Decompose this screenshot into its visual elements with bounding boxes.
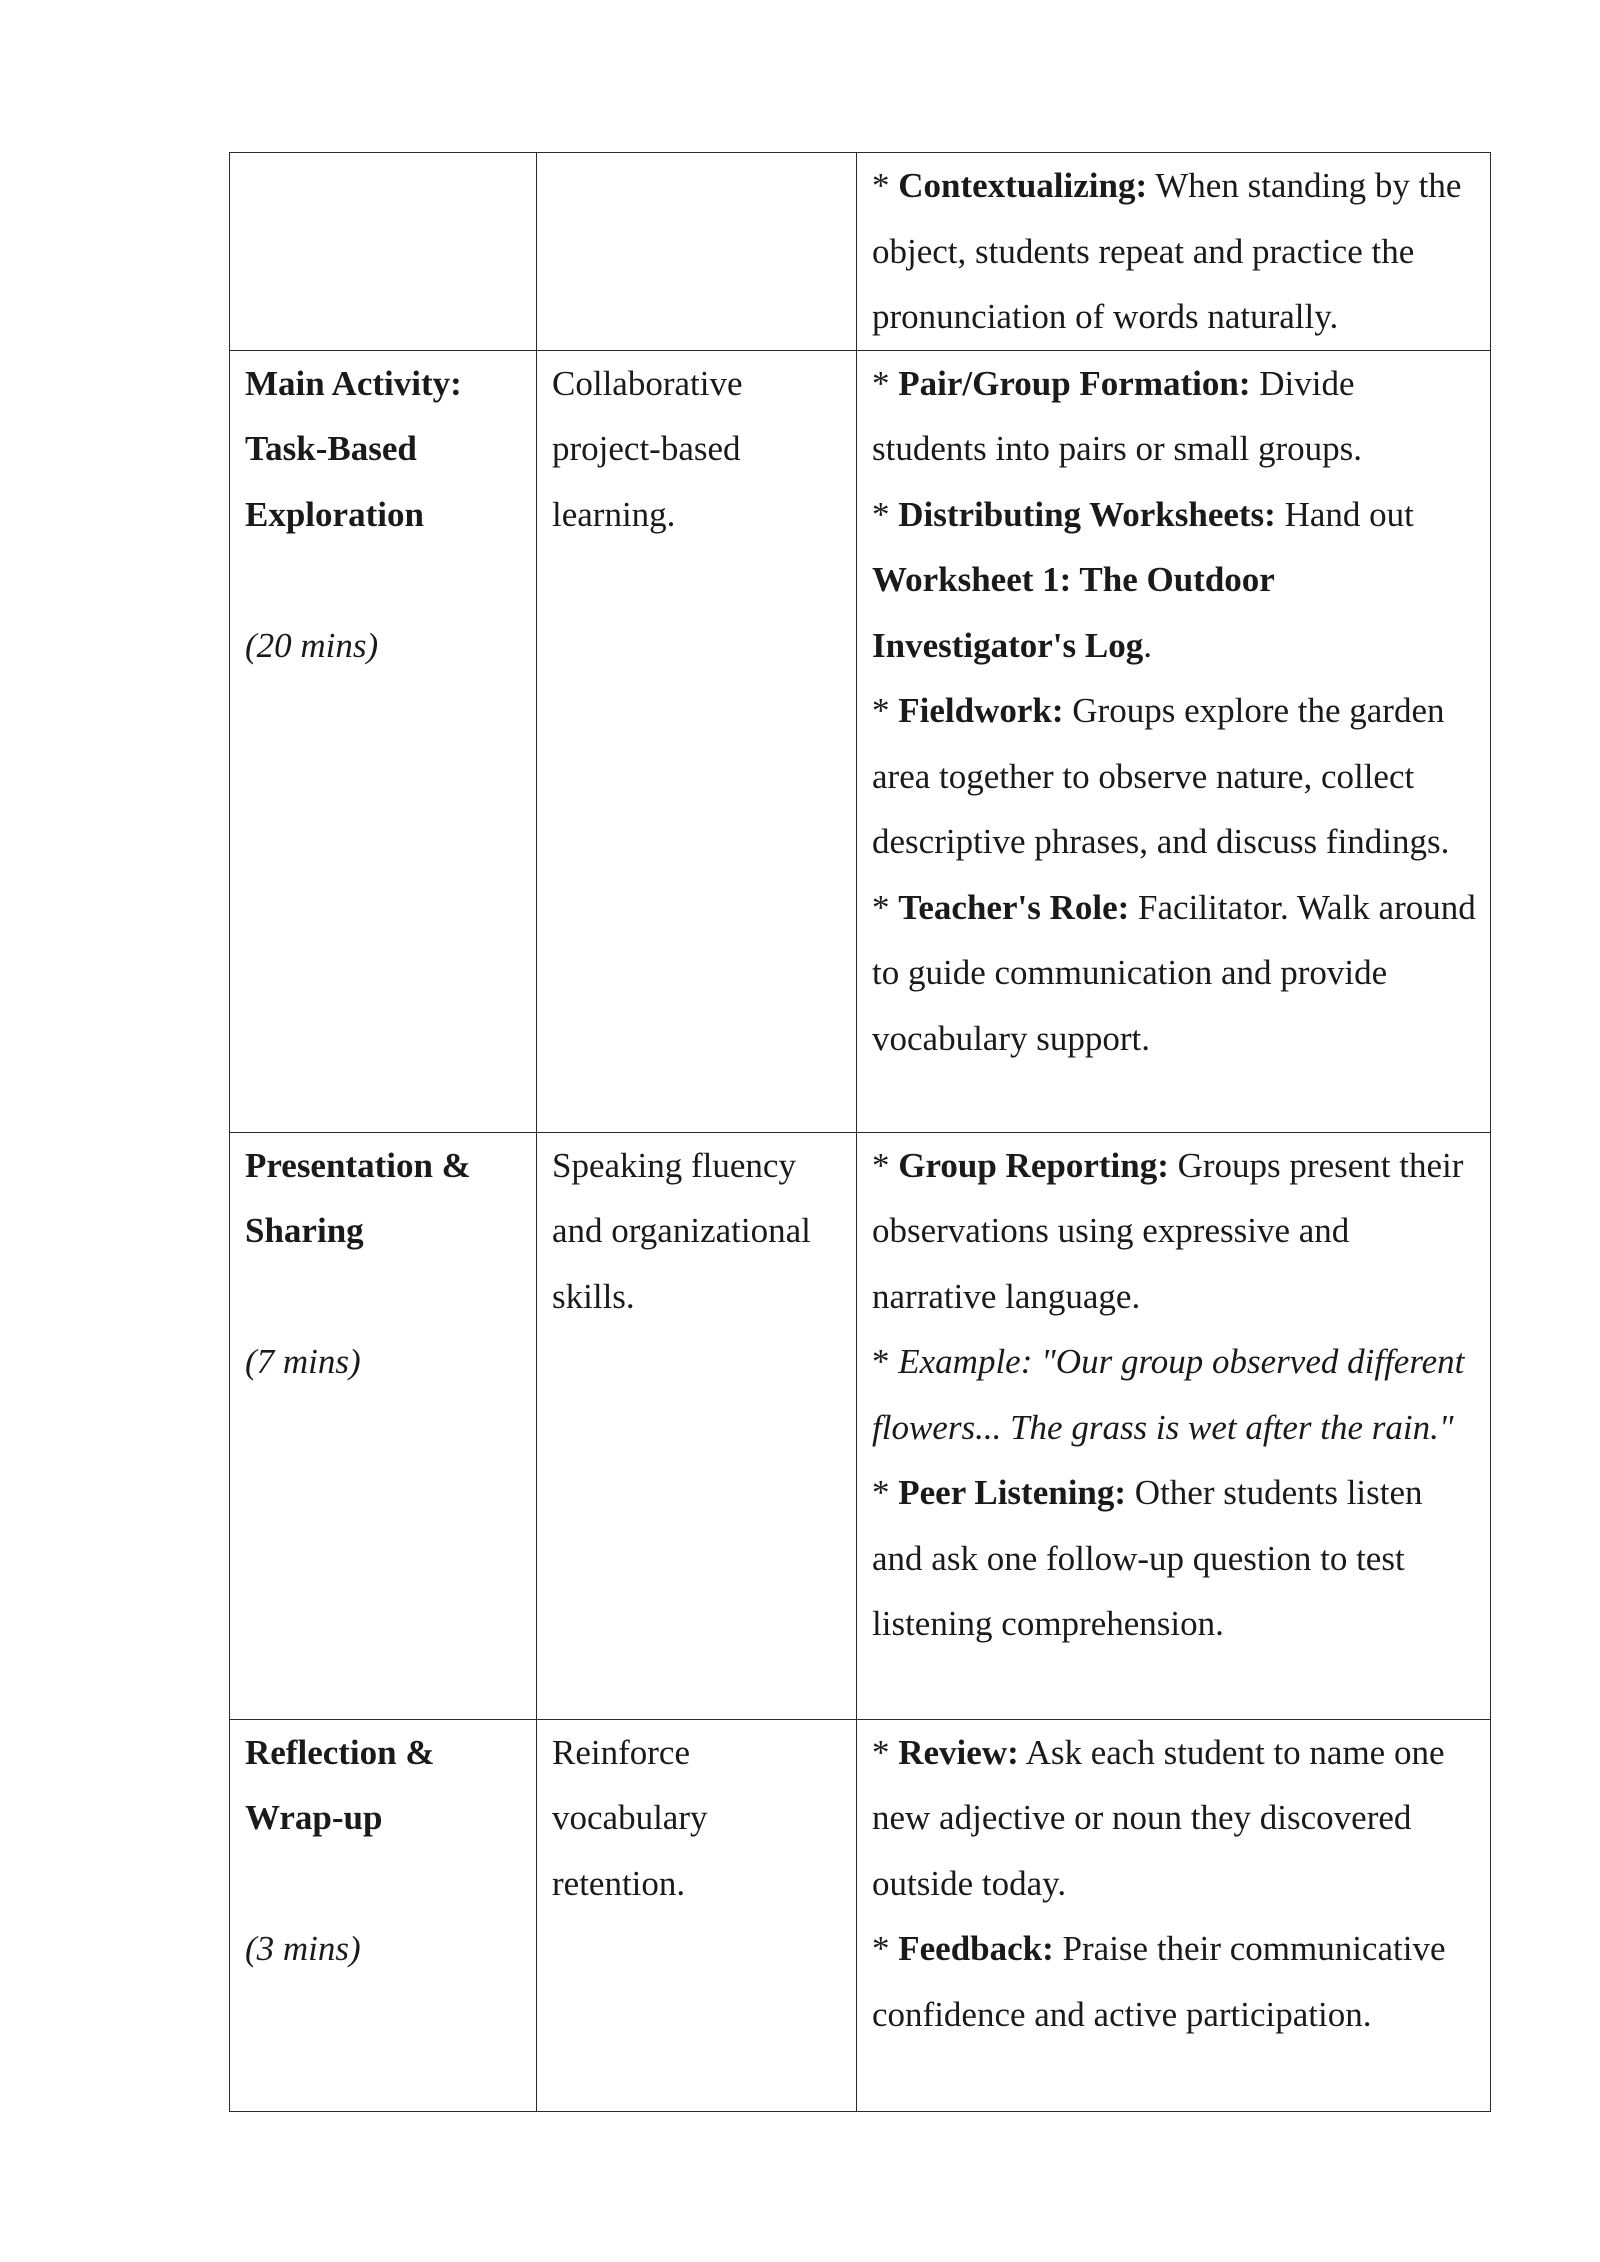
stage-cell (230, 350, 537, 1132)
stage-name: Reflection & Wrap-up (245, 1732, 435, 1837)
objective-cell (537, 350, 857, 1132)
stage-duration: (3 mins) (245, 1929, 361, 1968)
procedure-item: * Review: Ask each student to name one new adjective or noun they discovered outside today. (872, 1732, 1445, 1903)
stage-cell (230, 1719, 537, 2111)
procedure-label: Contextualizing: (898, 166, 1148, 205)
procedure-cell (857, 1132, 1491, 1719)
procedure-label: Review: (898, 1732, 1019, 1772)
procedure-item: * Peer Listening: Other students listen and ask one follow-up question to test listening comprehension. (872, 1473, 1423, 1643)
table-row (230, 1719, 1491, 2111)
table-row (230, 1132, 1491, 1719)
procedure-item: * Pair/Group Formation: Divide students into pairs or small groups. (872, 363, 1362, 468)
objective-text: Reinforce vocabulary retention. (552, 1732, 708, 1903)
procedure-item: * Feedback: Praise their communicative confidence and active participation. (872, 1929, 1446, 2034)
procedure-cell (857, 1719, 1491, 2111)
procedure-item: * Group Reporting: Groups present their observations using expressive and narrative language. (872, 1145, 1464, 1316)
table-row (230, 350, 1491, 1132)
procedure-cell (857, 350, 1491, 1132)
procedure-item: * Contextualizing: When standing by the object, students repeat and practice the pronunciation of words naturally. (872, 166, 1462, 336)
procedure-label: Feedback: (898, 1929, 1054, 1968)
objective-text: Collaborative project-based learning. (552, 363, 743, 534)
procedure-label: Fieldwork: (898, 691, 1064, 730)
procedure-label: Distributing Worksheets: (898, 494, 1276, 534)
objective-text: Speaking fluency and organizational skills. (552, 1145, 811, 1316)
procedure-label: Teacher's Role: (898, 887, 1130, 927)
objective-cell (537, 1719, 857, 2111)
stage-name: Presentation & Sharing (245, 1145, 471, 1250)
stage-cell (230, 1132, 537, 1719)
objective-cell (537, 153, 857, 351)
objective-cell (537, 1132, 857, 1719)
stage-duration: (20 mins) (245, 625, 379, 665)
table-row (230, 153, 1491, 351)
lesson-plan-table (229, 152, 1491, 2112)
stage-duration: (7 mins) (245, 1342, 361, 1381)
procedure-label: Peer Listening: (898, 1473, 1127, 1512)
procedure-item: * Teacher's Role: Facilitator. Walk around to guide communication and provide vocabulary support. (872, 887, 1476, 1058)
example-text: Example: "Our group observed different flowers... The grass is wet after the rain." (872, 1342, 1465, 1447)
procedure-item: * Fieldwork: Groups explore the garden area together to observe nature, collect descriptive phrases, and discuss findings. (872, 691, 1450, 861)
procedure-label: Group Reporting: (898, 1145, 1169, 1185)
procedure-item: * Distributing Worksheets: Hand out Worksheet 1: The Outdoor Investigator's Log. (872, 494, 1414, 665)
stage-cell (230, 153, 537, 351)
stage-name: Main Activity: Task-Based Exploration (245, 363, 462, 534)
procedure-cell (857, 153, 1491, 351)
worksheet-title: Worksheet 1: The Outdoor Investigator's Log (872, 560, 1275, 665)
procedure-label: Pair/Group Formation: (898, 363, 1251, 403)
procedure-item: * Example: "Our group observed different flowers... The grass is wet after the rain." (872, 1342, 1465, 1447)
